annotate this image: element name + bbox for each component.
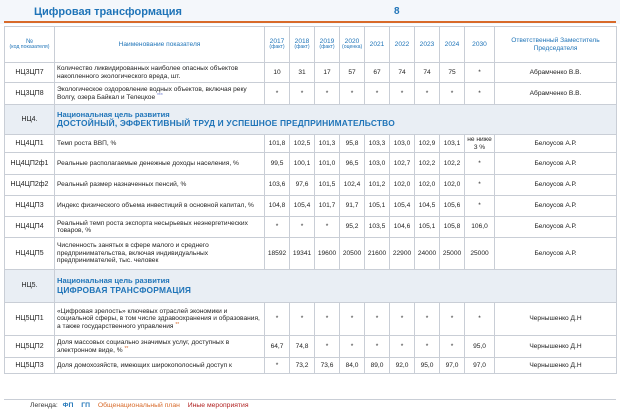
indicator-code: НЦ4ЦП2ф2 [5,175,55,196]
table-row [5,303,617,336]
value-cell: 103,1 [440,135,465,153]
indicator-code: НЦ5ЦП3 [5,358,55,374]
indicator-name: Доля массовых социально значимых услуг, доступных в электронном виде, % [57,339,230,354]
indicator-name: Реальный темп роста экспорта несырьевых неэнергетических товаров, % [57,219,248,234]
value-cell: 74 [390,63,415,83]
value-cell: 96,5 [340,153,365,175]
indicator-name: «Цифровая зрелость» ключевых отраслей экономики и социальной сферы, в том числе здравоохранения и образования, а также государственного управления [57,307,260,330]
value-cell: * [265,217,290,238]
legend-divider [4,399,616,400]
indicator-code: НЦ3ЦП7 [5,63,55,83]
column-header-num: № (код показателя) [5,27,55,63]
value-cell: * [415,83,440,105]
indicator-code: НЦ4ЦП3 [5,196,55,217]
indicator-name-cell [55,196,265,217]
column-header-year: 2030 [465,27,495,63]
value-cell: * [265,303,290,336]
value-cell: 74,8 [290,336,315,358]
value-cell: 106,0 [465,217,495,238]
legend-other-measures: Иные мероприятия [187,402,249,409]
column-header-responsible: Ответственный Заместитель Председателя [495,27,617,63]
indicator-name: Численность занятых в сфере малого и среднего предпринимательства, включая индивидуальных предпринимателей, тыс. человек [57,242,209,265]
value-cell: 97,6 [290,175,315,196]
value-cell: * [290,83,315,105]
value-cell: 95,8 [340,135,365,153]
value-cell: 22900 [390,238,415,270]
value-cell: 102,0 [390,175,415,196]
indicator-name-cell [55,358,265,374]
indicator-marker: *** [156,92,163,99]
value-cell: * [365,83,390,105]
indicators-table [4,26,617,374]
indicator-marker: ** [175,321,180,328]
section-code: НЦ5. [5,270,55,303]
value-cell: 105,1 [365,196,390,217]
indicator-name-cell [55,175,265,196]
indicator-name: Количество ликвидированных наиболее опасных объектов накопленного экологического вреда, шт. [57,65,239,80]
indicator-code: НЦ4ЦП1 [5,135,55,153]
column-header-year: 2022 [390,27,415,63]
value-cell: 73,2 [290,358,315,374]
indicator-code: НЦ5ЦП1 [5,303,55,336]
section-title [55,105,617,135]
indicator-code: НЦ4ЦП5 [5,238,55,270]
value-cell: * [440,83,465,105]
value-cell: 103,0 [365,153,390,175]
section-title-line1: Национальная цель развития [57,109,170,119]
value-cell: * [390,303,415,336]
section-code: НЦ4. [5,105,55,135]
value-cell: * [290,217,315,238]
column-header-year: 2021 [365,27,390,63]
column-header-year: 2019 (факт) [315,27,340,63]
responsible-person: Белоусов А.Р. [495,135,617,153]
value-cell: 57 [340,63,365,83]
indicator-marker: ** [124,345,129,352]
value-cell: 100,1 [290,153,315,175]
value-cell: 103,6 [265,175,290,196]
value-cell: * [390,336,415,358]
value-cell: 25000 [465,238,495,270]
indicator-name: Реальные располагаемые денежные доходы населения, % [57,159,239,167]
section-title-line2: ДОСТОЙНЫЙ, ЭФФЕКТИВНЫЙ ТРУД И УСПЕШНОЕ ПРЕДПРИНИМАТЕЛЬСТВО [57,118,395,129]
column-header-year: 2023 [415,27,440,63]
header-divider [4,21,616,23]
indicator-name: Реальный размер назначенных пенсий, % [57,181,187,189]
value-cell: * [390,83,415,105]
indicator-name-cell [55,63,265,83]
value-cell: * [365,336,390,358]
value-cell: 103,0 [390,135,415,153]
value-cell: 91,7 [340,196,365,217]
column-header-year: 2024 [440,27,465,63]
value-cell: * [265,358,290,374]
value-cell: 103,5 [365,217,390,238]
value-cell: 102,4 [340,175,365,196]
value-cell: 97,0 [440,358,465,374]
table-row [5,175,617,196]
table-header-row [5,27,617,63]
value-cell: 102,2 [440,153,465,175]
responsible-person: Чернышенко Д.Н [495,336,617,358]
indicator-name-cell [55,217,265,238]
value-cell: * [415,303,440,336]
value-cell: 102,2 [415,153,440,175]
section-title-line1: Национальная цель развития [57,276,170,286]
value-cell: * [465,303,495,336]
value-cell: 104,8 [265,196,290,217]
value-cell: 99,5 [265,153,290,175]
legend-national-plan: Общенациональный план [97,402,180,409]
value-cell: * [365,303,390,336]
value-cell: 104,6 [390,217,415,238]
value-cell: 101,7 [315,196,340,217]
value-cell: * [465,83,495,105]
responsible-person: Абрамченко В.В. [495,83,617,105]
responsible-person: Абрамченко В.В. [495,63,617,83]
value-cell: * [465,63,495,83]
value-cell: 101,0 [315,153,340,175]
value-cell: 84,0 [340,358,365,374]
value-cell: * [465,153,495,175]
responsible-person: Чернышенко Д.Н [495,358,617,374]
indicator-name-cell [55,83,265,105]
value-cell: 102,0 [415,175,440,196]
value-cell: 18592 [265,238,290,270]
section-title-line2: ЦИФРОВАЯ ТРАНСФОРМАЦИЯ [57,284,192,295]
value-cell: 97,0 [465,358,495,374]
section-row [5,105,617,135]
value-cell: 101,8 [265,135,290,153]
indicator-name: Индекс физического объема инвестиций в основной капитал, % [57,202,254,210]
table-row [5,135,617,153]
value-cell: 102,7 [390,153,415,175]
responsible-person: Белоусов А.Р. [495,196,617,217]
table-row [5,217,617,238]
legend [30,402,249,409]
column-header-year: 2018 (факт) [290,27,315,63]
value-cell: * [465,175,495,196]
indicator-code: НЦ3ЦП8 [5,83,55,105]
responsible-person: Белоусов А.Р. [495,153,617,175]
value-cell: 25000 [440,238,465,270]
value-cell: 92,0 [390,358,415,374]
value-cell: 103,3 [365,135,390,153]
value-cell: 89,0 [365,358,390,374]
value-cell: 95,0 [465,336,495,358]
value-cell: 95,0 [415,358,440,374]
value-cell: * [440,303,465,336]
value-cell: 19341 [290,238,315,270]
value-cell: 105,1 [415,217,440,238]
value-cell: * [315,336,340,358]
value-cell: 21600 [365,238,390,270]
responsible-person: Белоусов А.Р. [495,238,617,270]
indicator-code: НЦ4ЦП4 [5,217,55,238]
value-cell: * [340,336,365,358]
indicator-code: НЦ5ЦП2 [5,336,55,358]
column-header-year: 2017 (факт) [265,27,290,63]
value-cell: 10 [265,63,290,83]
legend-label: Легенда: [30,402,58,409]
value-cell: 105,4 [290,196,315,217]
indicator-name-cell [55,336,265,358]
indicator-code: НЦ4ЦП2ф1 [5,153,55,175]
value-cell: 104,5 [415,196,440,217]
value-cell: * [340,83,365,105]
value-cell: 75 [440,63,465,83]
responsible-person: Белоусов А.Р. [495,217,617,238]
value-cell: 102,5 [290,135,315,153]
value-cell: 73,6 [315,358,340,374]
value-cell: * [315,217,340,238]
value-cell: * [315,83,340,105]
indicator-name-cell [55,238,265,270]
value-cell: * [315,303,340,336]
section-title [55,270,617,303]
table-row [5,63,617,83]
indicator-name-cell [55,135,265,153]
value-cell: * [440,336,465,358]
value-cell: не ниже 3 % [465,135,495,153]
table-row [5,153,617,175]
value-cell: * [340,303,365,336]
value-cell: 74 [415,63,440,83]
value-cell: 31 [290,63,315,83]
value-cell: 95,2 [340,217,365,238]
value-cell: 17 [315,63,340,83]
section-row [5,270,617,303]
column-header-year: 2020 (оценка) [340,27,365,63]
responsible-person: Белоусов А.Р. [495,175,617,196]
value-cell: 24000 [415,238,440,270]
value-cell: * [265,83,290,105]
indicator-name: Темп роста ВВП, % [57,139,117,147]
value-cell: 105,6 [440,196,465,217]
indicator-name-cell [55,153,265,175]
value-cell: * [290,303,315,336]
responsible-person: Чернышенко Д.Н [495,303,617,336]
value-cell: * [415,336,440,358]
table-row [5,196,617,217]
indicator-name: Экологическое оздоровление водных объектов, включая реку Волгу, озера Байкал и Телецкое [57,86,247,101]
value-cell: 101,2 [365,175,390,196]
value-cell: 101,5 [315,175,340,196]
value-cell: 64,7 [265,336,290,358]
value-cell: 19600 [315,238,340,270]
page-title: Цифровая трансформация [34,6,182,18]
value-cell: 102,9 [415,135,440,153]
column-header-name: Наименование показателя [55,27,265,63]
table-row [5,358,617,374]
value-cell: * [465,196,495,217]
value-cell: 101,3 [315,135,340,153]
indicator-name: Доля домохозяйств, имеющих широкополосный доступ к [57,361,232,369]
value-cell: 105,4 [390,196,415,217]
indicator-name-cell [55,303,265,336]
value-cell: 102,0 [440,175,465,196]
value-cell: 105,8 [440,217,465,238]
legend-gp: ГП [81,402,90,409]
page-number: 8 [394,6,400,17]
value-cell: 20500 [340,238,365,270]
table-row [5,83,617,105]
value-cell: 67 [365,63,390,83]
table-row [5,336,617,358]
table-row [5,238,617,270]
legend-fp: ФП [62,402,74,409]
